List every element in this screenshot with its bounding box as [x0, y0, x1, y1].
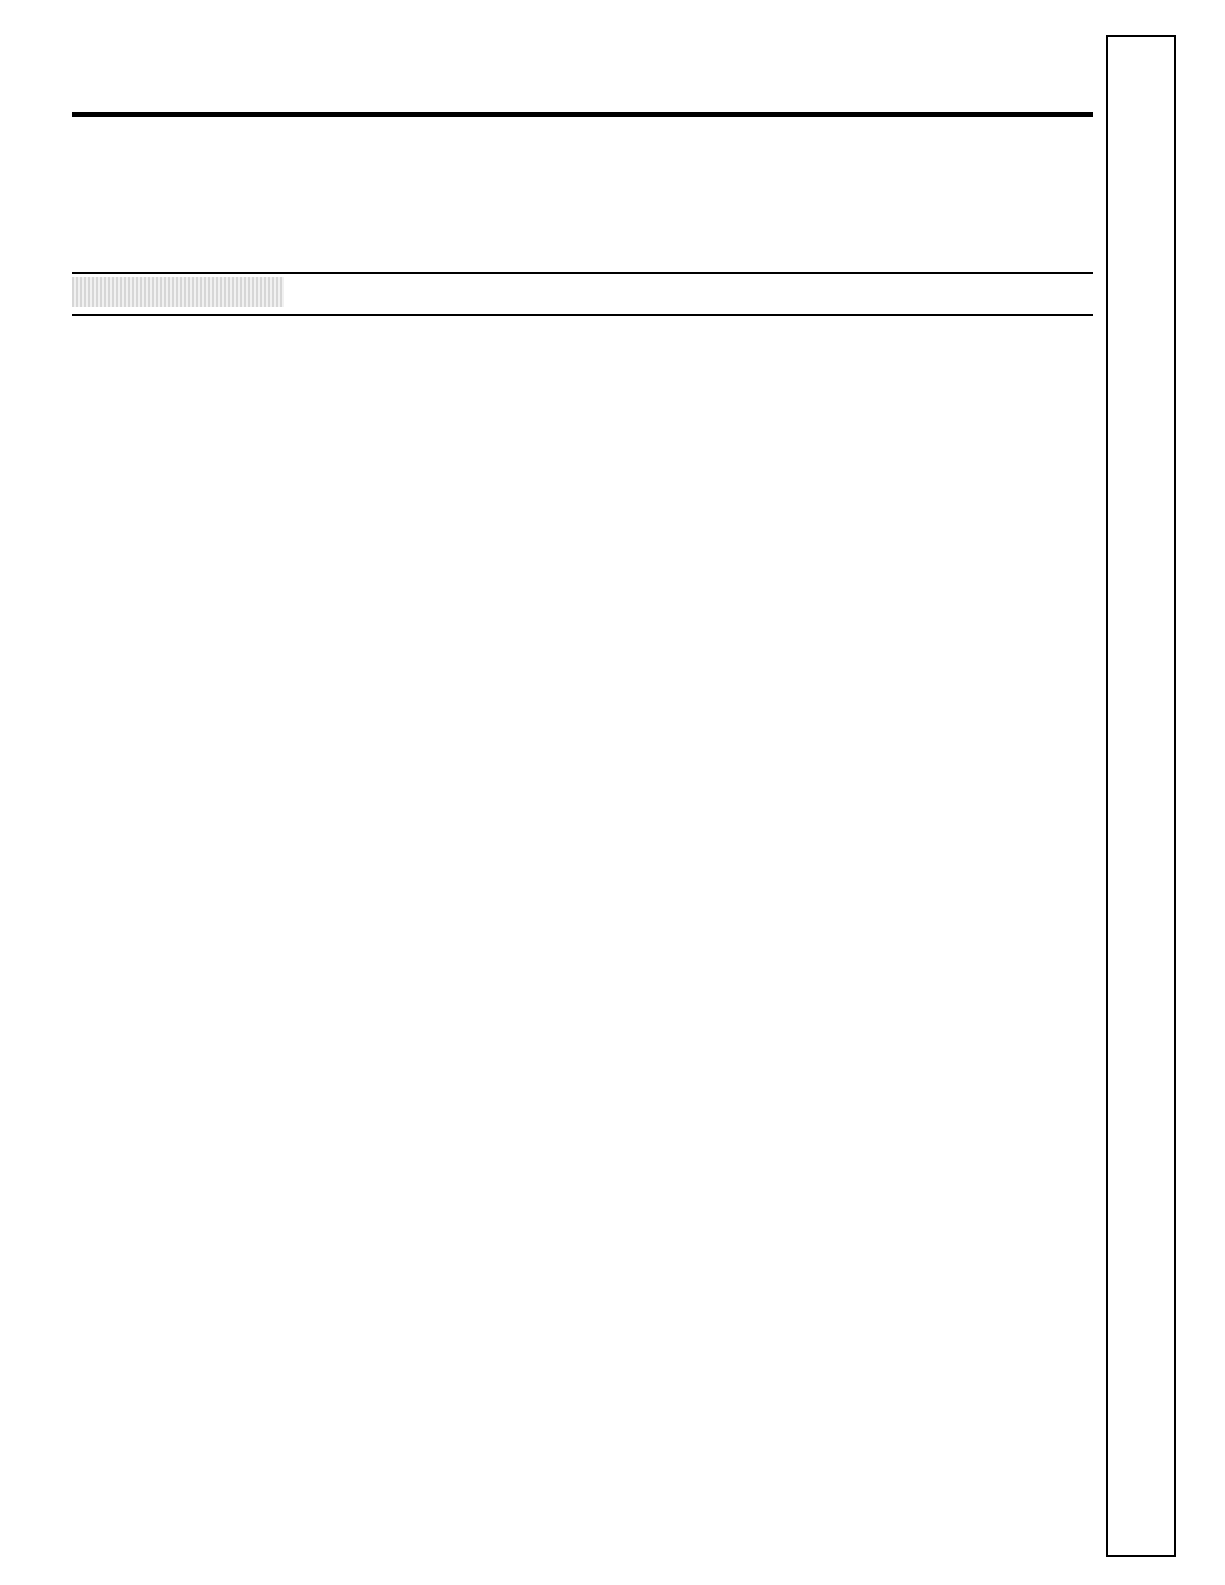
troubleshooting-table [72, 272, 1093, 316]
section-tabs [1106, 35, 1176, 1557]
header-rule [72, 112, 1093, 117]
table-header [72, 272, 1093, 316]
column-header-problem [72, 277, 284, 307]
